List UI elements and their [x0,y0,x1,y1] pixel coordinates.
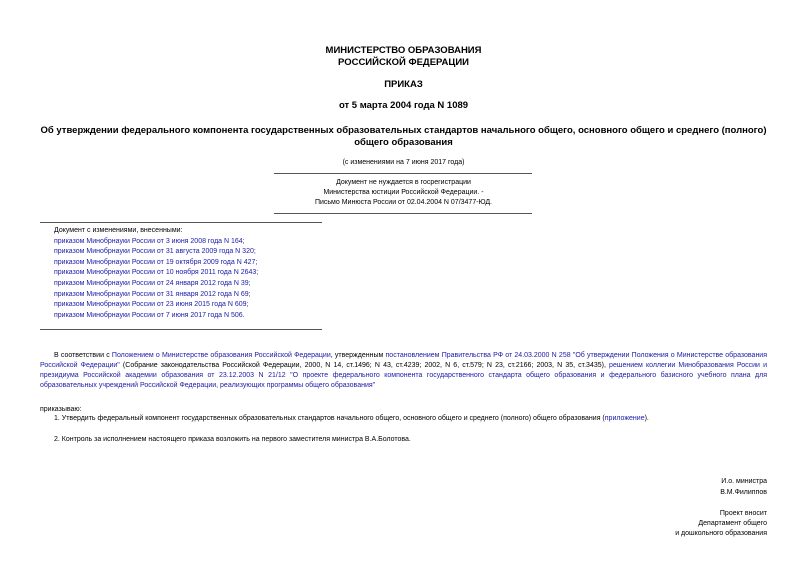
preamble-text: В соответствии с [54,352,112,359]
divider [274,213,532,214]
item-1-text: ). [644,415,649,422]
registration-line2: Министерства юстиции Российской Федерации. - [323,189,484,196]
item-1-text: 1. Утвердить федеральный компонент государственных образовательных стандартов начального общего, основного общего и среднего (полного) общего образования ( [54,415,605,422]
change-link[interactable]: приказом Минобрнауки России от 7 июня 2017 года N 506. [54,311,245,319]
divider [274,173,532,174]
preamble-text: (Собрание законодательства Российской Федерации, 2000, N 14, ст.1496; N 43, ст.4239; 2002, N 6, ст.579; N 23, ст.2166; 2003, N 35, ст.3435), [119,362,610,369]
revision-note: (с изменениями на 7 июня 2017 года) [342,159,465,166]
registration-line1: Документ не нуждается в госрегистрации [336,179,471,186]
submitted-by-line3: и дошкольного образования [675,530,767,537]
change-link[interactable]: приказом Минобрнауки России от 23 июня 2015 года N 609; [54,301,249,309]
changes-intro: Документ с изменениями, внесенными: [54,227,183,234]
appendix-link[interactable]: приложение [604,415,645,422]
document-type: ПРИКАЗ [384,79,423,90]
collegium-decision-link[interactable]: решением коллегии Минобразования России и президиума Российской академии образования от 23.12.2003 N 21/12 "О проекте федерального компонента государственного стандарта общего образования и федерального базисного учебного плана для образовательных учреждений Российской Федерации, реализующих программы общего образования" [40,362,767,389]
divider [40,329,322,330]
change-link[interactable]: приказом Минобрнауки России от 31 января 2012 года N 69; [54,290,251,298]
order-word: приказываю: [40,406,82,413]
signature-name: В.М.Филиппов [720,489,767,496]
item-1 [54,414,767,424]
ministry-name-line2: РОССИЙСКОЙ ФЕДЕРАЦИИ [337,57,469,68]
changes-list [54,226,354,321]
registration-line3: Письмо Минюста России от 02.04.2004 N 07/3477-ЮД. [314,199,493,206]
document-title: Об утверждении федерального компонента государственных образовательных стандартов начального общего, основного общего и среднего (полного) общего образования [40,125,767,148]
regulation-link[interactable]: Положением о Министерстве образования Российской Федерации [111,352,331,359]
change-link[interactable]: приказом Минобрнауки России от 31 августа 2009 года N 320; [54,248,256,256]
change-link[interactable]: приказом Минобрнауки России от 19 октября 2009 года N 427; [54,258,258,266]
submitted-by-line1: Проект вносит [719,510,767,517]
submitted-by-line2: Департамент общего [698,520,767,527]
document-date-number: от 5 марта 2004 года N 1089 [338,100,469,111]
preamble-text: , утвержденным [330,352,386,359]
divider [40,222,322,223]
change-link[interactable]: приказом Минобрнауки России от 3 июня 2008 года N 164; [54,237,245,245]
preamble-paragraph [40,351,767,391]
signature-role: И.о. министра [721,478,767,485]
item-2: 2. Контроль за исполнением настоящего приказа возложить на первого заместителя министра В.А.Болотова. [54,436,411,443]
change-link[interactable]: приказом Минобрнауки России от 24 января 2012 года N 39; [54,279,251,287]
ministry-name-line1: МИНИСТЕРСТВО ОБРАЗОВАНИЯ [325,45,482,56]
government-decree-link[interactable]: постановлением Правительства РФ от 24.03.2000 N 258 "Об утверждении Положения о Министерстве образования Российской Федерации" [40,352,768,369]
change-link[interactable]: приказом Минобрнауки России от 10 ноября 2011 года N 2643; [54,269,259,277]
